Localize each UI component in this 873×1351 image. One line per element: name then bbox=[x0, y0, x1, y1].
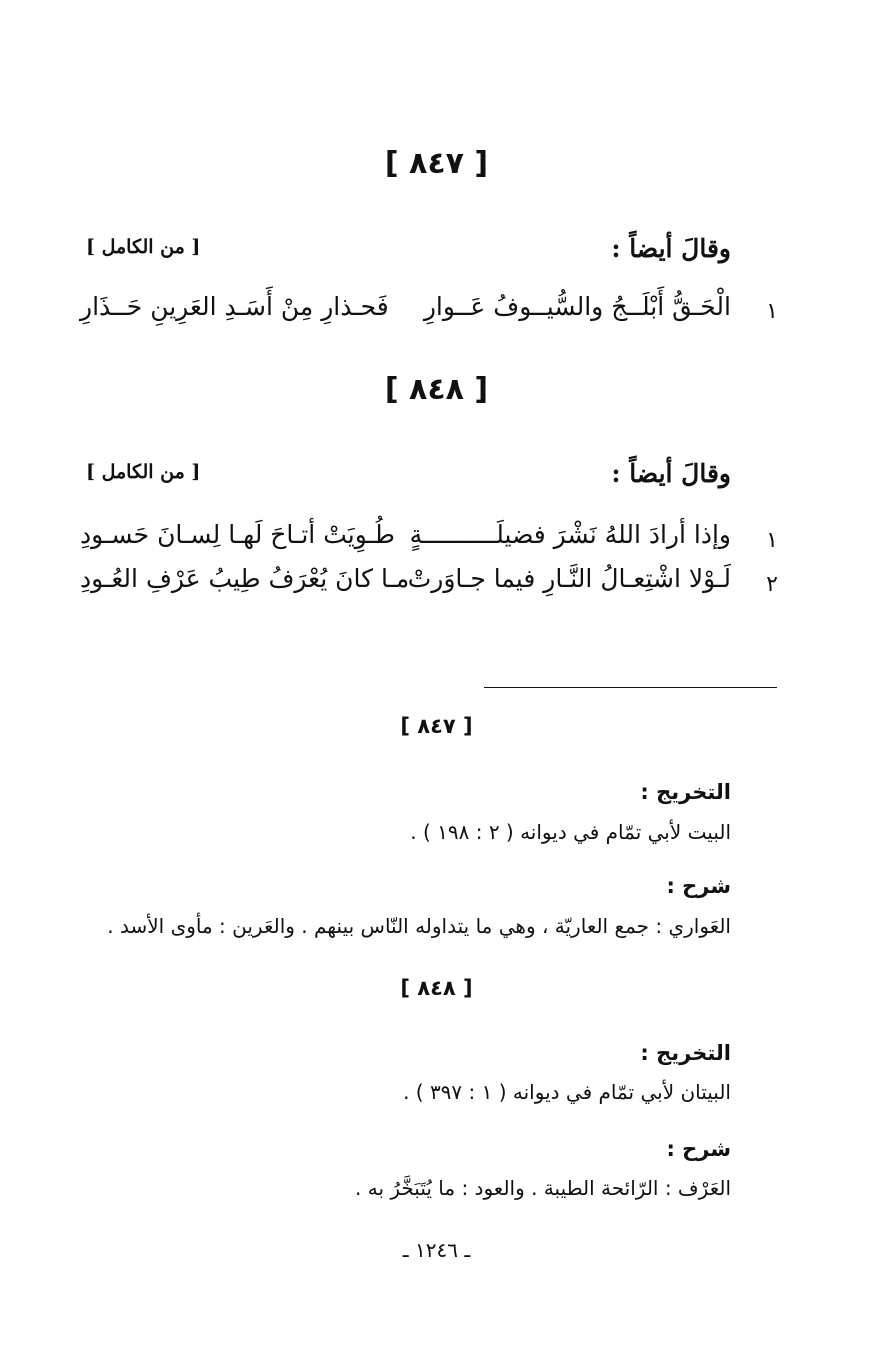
verse-second-hemistich: طُـوِيَتْ أتـاحَ لَهـا لِسـانَ حَسـودِ bbox=[80, 520, 395, 549]
notes-848-takhrij-label: التخريج : bbox=[640, 1041, 731, 1065]
verse-first-hemistich: الْحَـقُّ أَبْلَــجُ والسُّيــوفُ عَــوارِ bbox=[423, 292, 731, 321]
poem-847-number: [ ٨٤٧ ] bbox=[384, 146, 489, 181]
poem-848-intro: وقالَ أيضاً : bbox=[611, 459, 731, 488]
poem-847-meter: [ من الكامل ] bbox=[86, 236, 201, 258]
notes-847-sharh-text: العَواري : جمع العاريّة ، وهي ما يتداوله النّاس بينهم . والعَرين : مأوى الأسد . bbox=[107, 914, 731, 938]
notes-848-sharh-label: شرح : bbox=[666, 1137, 731, 1161]
verse-second-hemistich: فَحـذارِ مِنْ أَسَـدِ العَرِينِ حَــذَارِ bbox=[80, 292, 389, 321]
verse-first-hemistich: وإذا أرادَ اللهُ نَشْرَ فضيلَــــــــــةٍ bbox=[409, 520, 731, 549]
notes-848-sharh-text: العَرْف : الرّائحة الطيبة . والعود : ما يُتَبَخَّرُ به . bbox=[355, 1176, 731, 1200]
notes-848-takhrij-text: البيتان لأبي تمّام في ديوانه ( ١ : ٣٩٧ ) . bbox=[403, 1080, 731, 1104]
notes-847-sharh-label: شرح : bbox=[666, 874, 731, 898]
verse-number: ١ bbox=[766, 528, 778, 553]
verse-number: ٢ bbox=[766, 572, 778, 597]
poem-848-number: [ ٨٤٨ ] bbox=[384, 372, 489, 407]
verse-first-hemistich: لَـوْلا اشْتِعـالُ النَّـارِ فيما جـاوَرتْ bbox=[407, 564, 731, 593]
footnote-separator bbox=[484, 687, 777, 688]
poem-847-intro: وقالَ أيضاً : bbox=[611, 234, 731, 263]
notes-847-number: [ ٨٤٧ ] bbox=[400, 714, 473, 738]
poem-848-meter: [ من الكامل ] bbox=[86, 461, 201, 483]
notes-847-takhrij-text: البيت لأبي تمّام في ديوانه ( ٢ : ١٩٨ ) . bbox=[410, 820, 731, 844]
verse-second-hemistich: مـا كانَ يُعْرَفُ طِيبُ عَرْفِ العُـودِ bbox=[80, 564, 410, 593]
verse-number: ١ bbox=[766, 299, 778, 324]
notes-848-number: [ ٨٤٨ ] bbox=[400, 976, 473, 1000]
notes-847-takhrij-label: التخريج : bbox=[640, 780, 731, 804]
page-number: ـ ١٢٤٦ ـ bbox=[402, 1238, 471, 1262]
